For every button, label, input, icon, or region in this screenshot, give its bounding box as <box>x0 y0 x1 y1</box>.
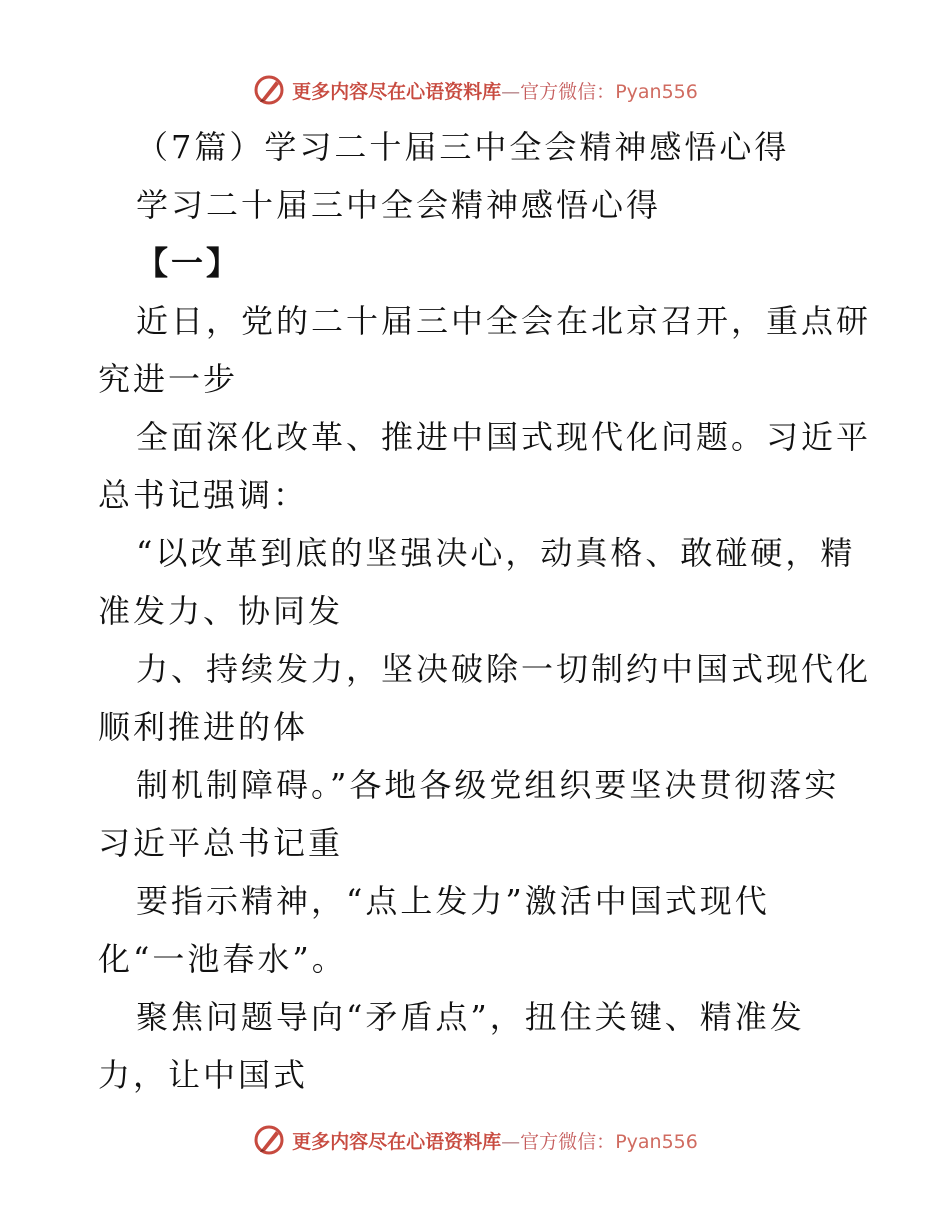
watermark-wechat-label: 官方微信： <box>520 80 616 103</box>
doc-subtitle: 学习二十届三中全会精神感悟心得 <box>136 186 662 224</box>
watermark-separator: — <box>501 1130 521 1153</box>
paragraph-line: 习近平总书记重 <box>98 824 344 862</box>
watermark-wechat-id: Pyan556 <box>615 1130 698 1153</box>
paragraph-line: “以改革到底的坚强决心，动真格、敢碰硬，精 <box>136 534 856 572</box>
paragraph-line: 力、持续发力，坚决破除一切制约中国式现代化 <box>136 650 872 688</box>
paragraph-line: 要指示精神，“点上发力”激活中国式现代 <box>136 882 770 920</box>
paragraph-line: 全面深化改革、推进中国式现代化问题。习近平 <box>136 418 872 456</box>
pen-logo-icon <box>252 73 286 107</box>
paragraph-line: 准发力、协同发 <box>98 592 344 630</box>
paragraph-line: 顺利推进的体 <box>98 708 309 746</box>
section-marker: 【一】 <box>136 244 242 282</box>
paragraph-line: 聚焦问题导向“矛盾点”，扭住关键、精准发 <box>136 998 805 1036</box>
watermark-text <box>292 1127 698 1154</box>
watermark-header <box>0 68 950 112</box>
document-body <box>98 118 872 1104</box>
doc-title: （7篇）学习二十届三中全会精神感悟心得 <box>136 128 790 166</box>
watermark-wechat-label: 官方微信： <box>520 1130 616 1153</box>
paragraph-line: 力，让中国式 <box>98 1056 309 1094</box>
paragraph-line: 近日，党的二十届三中全会在北京召开，重点研 <box>136 302 872 340</box>
watermark-footer <box>0 1118 950 1162</box>
watermark-brand: 更多内容尽在心语资料库 <box>292 80 502 103</box>
watermark-text <box>292 77 698 104</box>
paragraph-line: 化“一池春水”。 <box>98 940 347 978</box>
paragraph-line: 总书记强调： <box>98 476 309 514</box>
pen-logo-icon <box>252 1123 286 1157</box>
paragraph-line: 究进一步 <box>98 360 239 398</box>
paragraph-line: 制机制障碍。”各地各级党组织要坚决贯彻落实 <box>136 766 840 804</box>
watermark-wechat-id: Pyan556 <box>615 80 698 103</box>
watermark-brand: 更多内容尽在心语资料库 <box>292 1130 502 1153</box>
watermark-separator: — <box>501 80 521 103</box>
